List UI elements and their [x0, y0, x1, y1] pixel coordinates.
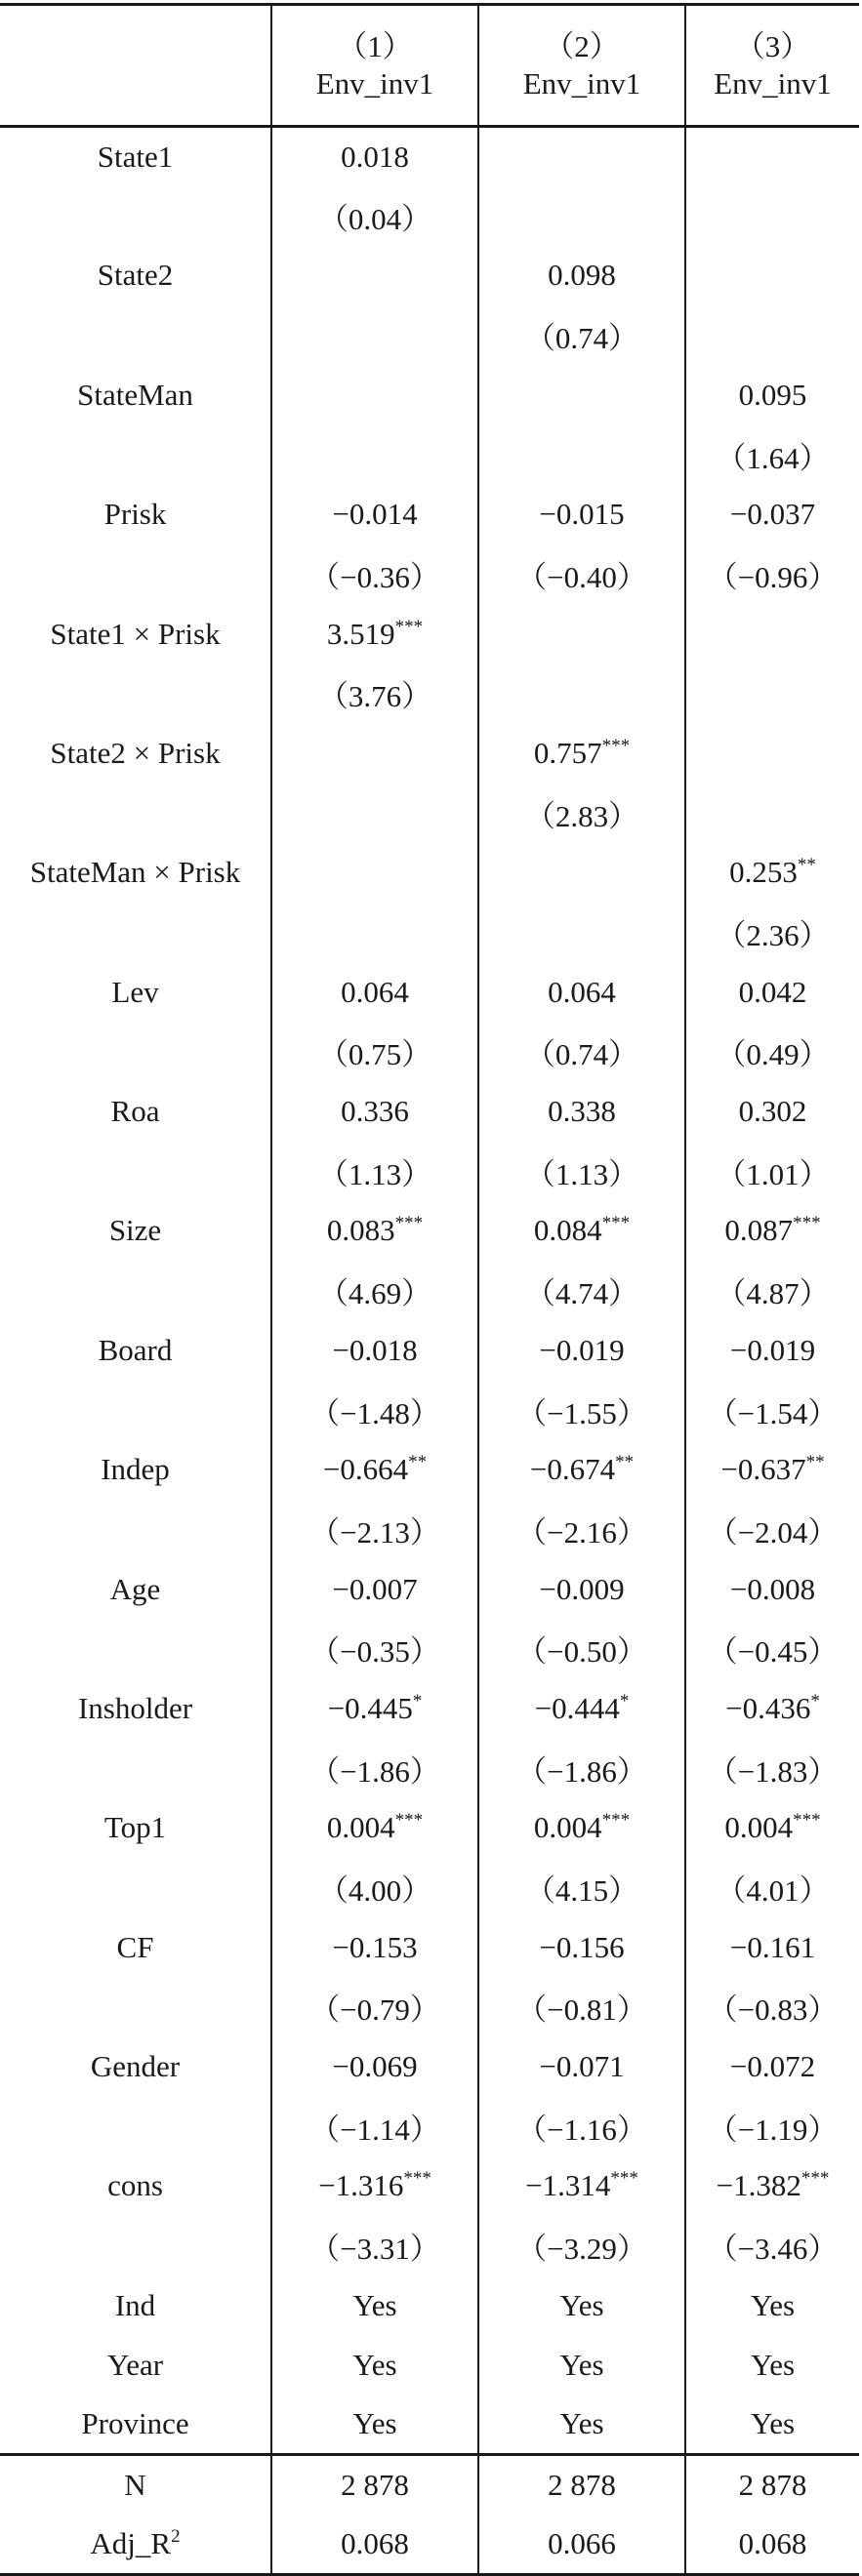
coef-cell: [271, 723, 478, 783]
row-label: State1 × Prisk: [50, 616, 221, 651]
coef-value: −0.069: [332, 2049, 418, 2084]
significance-stars: ***: [601, 1213, 631, 1234]
table-row-tstat: [0, 903, 859, 962]
coef-cell: [685, 962, 859, 1022]
coef-cell: [685, 2156, 859, 2216]
table-row-tstat: [0, 1977, 859, 2036]
coef-cell: [478, 604, 685, 664]
coef-cell: [685, 2037, 859, 2097]
table-row-tstat: [0, 2097, 859, 2156]
empty-label-cell: [0, 1500, 271, 1559]
coef-cell: [685, 127, 859, 186]
coef-value: −0.071: [539, 2049, 625, 2084]
coef-cell: [478, 1798, 685, 1858]
table-row-coef: [0, 127, 859, 186]
t-stat-cell: [478, 903, 685, 962]
coef-cell: [685, 1201, 859, 1261]
row-label: Year: [106, 2348, 164, 2383]
coef-cell: [685, 1917, 859, 1977]
table-row-coef: [0, 1440, 859, 1500]
row-label: Province: [81, 2406, 189, 2441]
coef-value: −0.664: [322, 1452, 409, 1487]
row-label: StateMan × Prisk: [29, 855, 241, 890]
t-stat-cell: （−3.29）: [478, 2216, 685, 2275]
t-stat-cell: [685, 186, 859, 246]
t-stat-cell: [271, 305, 478, 365]
significance-stars: **: [805, 1452, 825, 1473]
coef-cell: [271, 1917, 478, 1977]
t-stat-cell: （4.01）: [685, 1858, 859, 1917]
coef-cell: [271, 1201, 478, 1261]
coef-value: 0.302: [738, 1094, 807, 1129]
coef-value: −0.015: [539, 497, 625, 532]
t-stat-cell: [685, 664, 859, 723]
header-corner-cell: [0, 5, 271, 127]
header-cell-col2: [478, 5, 685, 127]
coef-cell: [478, 1201, 685, 1261]
coef-cell: [478, 843, 685, 903]
coef-cell: [271, 1320, 478, 1380]
table-row-coef: [0, 1678, 859, 1738]
t-stat-cell: （−2.04）: [685, 1500, 859, 1559]
t-stat-cell: （1.13）: [271, 1142, 478, 1201]
coef-cell: [271, 485, 478, 544]
t-stat-cell: [271, 903, 478, 962]
summary-label: Adj_R: [90, 2526, 172, 2561]
t-stat-cell: （−1.86）: [271, 1739, 478, 1798]
empty-label-cell: [0, 664, 271, 723]
row-label: StateMan: [77, 377, 193, 412]
significance-stars: ***: [800, 2168, 830, 2190]
coef-value: 0.087: [724, 1213, 794, 1248]
table-row-coef: [0, 1201, 859, 1261]
table-row-tstat: [0, 1142, 859, 1201]
coef-value: −0.019: [539, 1332, 625, 1367]
control-cell: Yes: [478, 2395, 685, 2455]
summary-cell: 2 878: [478, 2455, 685, 2516]
table-row-tstat: [0, 544, 859, 604]
coef-cell: [478, 2037, 685, 2097]
row-label: Gender: [90, 2049, 181, 2084]
row-label: Ind: [114, 2287, 156, 2322]
significance-stars: ***: [601, 735, 631, 756]
t-stat-cell: （−1.83）: [685, 1739, 859, 1798]
coef-value: −1.382: [716, 2168, 801, 2203]
t-stat-cell: （−0.81）: [478, 1977, 685, 2036]
coef-cell: [271, 1440, 478, 1500]
t-stat-cell: （0.74）: [478, 1022, 685, 1081]
control-cell: Yes: [685, 2335, 859, 2395]
t-stat-cell: [685, 784, 859, 843]
empty-label-cell: [0, 1858, 271, 1917]
significance-stars: *: [810, 1690, 820, 1711]
t-stat-cell: （0.04）: [271, 186, 478, 246]
t-stat-cell: （−2.13）: [271, 1500, 478, 1559]
empty-label-cell: [0, 1142, 271, 1201]
table-row-tstat: [0, 1619, 859, 1678]
table-row-coef: [0, 1559, 859, 1619]
coef-cell: [478, 1082, 685, 1142]
control-cell: Yes: [478, 2275, 685, 2335]
table-row-coef: [0, 365, 859, 424]
column-variable: Env_inv1: [522, 66, 641, 101]
significance-stars: **: [797, 855, 816, 876]
control-cell: Yes: [478, 2335, 685, 2395]
empty-label-cell: [0, 2216, 271, 2275]
significance-stars: ***: [610, 2168, 638, 2190]
coef-cell: [271, 2156, 478, 2216]
row-label: Top1: [103, 1810, 167, 1845]
t-stat-cell: （−0.40）: [478, 544, 685, 604]
coef-cell: [685, 1678, 859, 1738]
table-row-control: [0, 2395, 859, 2455]
t-stat-cell: （−1.86）: [478, 1739, 685, 1798]
coef-value: −0.674: [529, 1452, 616, 1487]
coef-cell: [478, 1917, 685, 1977]
table-row-coef: [0, 2037, 859, 2097]
coef-value: −0.008: [729, 1571, 816, 1606]
coef-value: −0.161: [729, 1929, 816, 1964]
t-stat-cell: （−0.79）: [271, 1977, 478, 2036]
column-number: （1）: [337, 29, 413, 63]
table-row-tstat: [0, 1022, 859, 1081]
coef-cell: [685, 843, 859, 903]
t-stat-cell: （−3.31）: [271, 2216, 478, 2275]
table-row-tstat: [0, 1261, 859, 1320]
t-stat-cell: （3.76）: [271, 664, 478, 723]
table-row-coef: [0, 962, 859, 1022]
row-label: Insholder: [77, 1690, 193, 1725]
significance-stars: ***: [793, 1810, 821, 1831]
row-label: Indep: [101, 1452, 170, 1487]
t-stat-cell: （−3.46）: [685, 2216, 859, 2275]
table-row-coef: [0, 1917, 859, 1977]
coef-cell: [685, 1320, 859, 1380]
table-row-coef: [0, 843, 859, 903]
empty-label-cell: [0, 186, 271, 246]
significance-stars: ***: [394, 616, 424, 637]
row-label: State2 × Prisk: [50, 735, 221, 770]
coef-value: −1.314: [525, 2168, 611, 2203]
t-stat-cell: （2.36）: [685, 903, 859, 962]
table-row-tstat: [0, 1858, 859, 1917]
row-label: [0, 2455, 271, 2516]
empty-label-cell: [0, 1977, 271, 2036]
t-stat-cell: [478, 664, 685, 723]
t-stat-cell: （−1.55）: [478, 1380, 685, 1439]
coef-value: 0.004: [724, 1810, 794, 1845]
significance-stars: ***: [394, 1213, 424, 1234]
column-number: （2）: [544, 29, 620, 63]
empty-label-cell: [0, 1261, 271, 1320]
table-body: [0, 127, 859, 2575]
significance-stars: *: [619, 1690, 630, 1711]
column-variable: Env_inv1: [315, 66, 434, 101]
coef-cell: [685, 1798, 859, 1858]
t-stat-cell: （4.87）: [685, 1261, 859, 1320]
coef-cell: [685, 1082, 859, 1142]
row-label: Size: [108, 1213, 162, 1248]
coef-cell: [478, 365, 685, 424]
table-row-tstat: [0, 1739, 859, 1798]
row-label: cons: [107, 2168, 163, 2203]
table-header: [0, 5, 859, 127]
summary-cell: 0.068: [271, 2515, 478, 2575]
control-cell: Yes: [271, 2335, 478, 2395]
significance-stars: ***: [403, 2168, 431, 2190]
table-row-coef: [0, 723, 859, 783]
t-stat-cell: （−0.83）: [685, 1977, 859, 2036]
t-stat-cell: （0.75）: [271, 1022, 478, 1081]
row-label: CF: [116, 1929, 154, 1964]
significance-stars: ***: [793, 1213, 821, 1234]
coef-value: 0.004: [326, 1810, 395, 1845]
t-stat-cell: （−1.48）: [271, 1380, 478, 1439]
row-label: Roa: [110, 1094, 160, 1129]
coef-value: 0.083: [326, 1213, 395, 1248]
control-cell: Yes: [271, 2395, 478, 2455]
coef-cell: [478, 1559, 685, 1619]
t-stat-cell: （−0.96）: [685, 544, 859, 604]
significance-stars: ***: [394, 1810, 424, 1831]
coef-value: 0.004: [533, 1810, 602, 1845]
coef-cell: [478, 1320, 685, 1380]
table-row-coef: [0, 1798, 859, 1858]
row-label: Prisk: [103, 497, 167, 532]
coef-value: −0.009: [539, 1571, 625, 1606]
table-row-coef: [0, 604, 859, 664]
t-stat-cell: （−0.45）: [685, 1619, 859, 1678]
t-stat-cell: （0.74）: [478, 305, 685, 365]
coef-value: −0.019: [729, 1332, 816, 1367]
coef-cell: [478, 723, 685, 783]
t-stat-cell: [685, 305, 859, 365]
table-row-control: [0, 2335, 859, 2395]
coef-value: −0.072: [729, 2049, 816, 2084]
coef-cell: [271, 2037, 478, 2097]
regression-table: [0, 3, 859, 2576]
significance-stars: **: [615, 1452, 635, 1473]
control-cell: Yes: [685, 2275, 859, 2335]
coef-cell: [478, 2156, 685, 2216]
table-row-tstat: [0, 2216, 859, 2275]
coef-cell: [271, 1678, 478, 1738]
coef-cell: [478, 485, 685, 544]
t-stat-cell: （−1.54）: [685, 1380, 859, 1439]
coef-cell: [478, 246, 685, 305]
row-label: State1: [97, 139, 174, 174]
t-stat-cell: （4.00）: [271, 1858, 478, 1917]
coef-cell: [271, 1082, 478, 1142]
empty-label-cell: [0, 1022, 271, 1081]
table-row-tstat: [0, 664, 859, 723]
empty-label-cell: [0, 544, 271, 604]
t-stat-cell: （−1.19）: [685, 2097, 859, 2156]
row-label: Board: [98, 1332, 173, 1367]
coef-value: −0.637: [720, 1452, 806, 1487]
coef-cell: [271, 843, 478, 903]
coef-value: −0.037: [729, 497, 816, 532]
table-row-coef: [0, 485, 859, 544]
significance-stars: **: [408, 1452, 428, 1473]
coef-cell: [271, 246, 478, 305]
table-row-tstat: [0, 186, 859, 246]
coef-value: 0.757: [533, 735, 602, 770]
t-stat-cell: （−0.35）: [271, 1619, 478, 1678]
coef-cell: [271, 604, 478, 664]
t-stat-cell: （−1.14）: [271, 2097, 478, 2156]
column-variable: Env_inv1: [714, 66, 832, 101]
table-row-coef: [0, 2156, 859, 2216]
empty-label-cell: [0, 1619, 271, 1678]
significance-stars: ***: [601, 1810, 631, 1831]
summary-cell: 0.066: [478, 2515, 685, 2575]
table-row-summary: [0, 2515, 859, 2575]
summary-label: N: [124, 2468, 146, 2503]
t-stat-cell: （4.74）: [478, 1261, 685, 1320]
coef-value: −0.153: [332, 1929, 418, 1964]
coef-value: 0.338: [548, 1094, 616, 1129]
coef-value: −0.444: [534, 1690, 620, 1725]
empty-label-cell: [0, 424, 271, 484]
row-label: State2: [97, 258, 174, 293]
table-row-tstat: [0, 1380, 859, 1439]
table-row-tstat: [0, 305, 859, 365]
summary-cell: 2 878: [271, 2455, 478, 2516]
coef-cell: [685, 604, 859, 664]
empty-label-cell: [0, 305, 271, 365]
coef-cell: [478, 962, 685, 1022]
header-row: [0, 5, 859, 127]
coef-cell: [478, 127, 685, 186]
empty-label-cell: [0, 1739, 271, 1798]
coef-cell: [685, 485, 859, 544]
summary-cell: 0.068: [685, 2515, 859, 2575]
coef-value: −0.007: [332, 1571, 418, 1606]
control-cell: Yes: [271, 2275, 478, 2335]
empty-label-cell: [0, 1380, 271, 1439]
empty-label-cell: [0, 903, 271, 962]
t-stat-cell: （4.15）: [478, 1858, 685, 1917]
coef-cell: [478, 1678, 685, 1738]
table-row-control: [0, 2275, 859, 2335]
row-label: Age: [109, 1571, 161, 1606]
coef-value: 0.098: [548, 258, 616, 293]
t-stat-cell: [478, 186, 685, 246]
coef-value: −0.014: [332, 497, 418, 532]
coef-cell: [271, 1559, 478, 1619]
coef-cell: [478, 1440, 685, 1500]
t-stat-cell: （−1.16）: [478, 2097, 685, 2156]
coef-cell: [685, 246, 859, 305]
t-stat-cell: （2.83）: [478, 784, 685, 843]
coef-value: 0.064: [548, 974, 616, 1009]
coef-cell: [685, 1559, 859, 1619]
control-cell: Yes: [685, 2395, 859, 2455]
coef-cell: [685, 365, 859, 424]
table-row-coef: [0, 1320, 859, 1380]
table-row-coef: [0, 246, 859, 305]
summary-label-superscript: 2: [171, 2526, 181, 2548]
t-stat-cell: （1.64）: [685, 424, 859, 484]
coef-value: 0.064: [341, 974, 409, 1009]
empty-label-cell: [0, 784, 271, 843]
coef-cell: [685, 1440, 859, 1500]
t-stat-cell: （−0.50）: [478, 1619, 685, 1678]
table-row-tstat: [0, 1500, 859, 1559]
t-stat-cell: （0.49）: [685, 1022, 859, 1081]
t-stat-cell: （4.69）: [271, 1261, 478, 1320]
table-row-summary: [0, 2455, 859, 2516]
row-label: Lev: [111, 974, 159, 1009]
t-stat-cell: [271, 424, 478, 484]
coef-value: −0.018: [332, 1332, 418, 1367]
coef-value: −0.436: [725, 1690, 811, 1725]
coef-value: 0.018: [341, 139, 409, 174]
coef-cell: [271, 962, 478, 1022]
column-number: （3）: [734, 29, 811, 63]
coef-value: 0.042: [738, 974, 807, 1009]
t-stat-cell: [478, 424, 685, 484]
significance-stars: *: [412, 1690, 423, 1711]
header-cell-col1: [271, 5, 478, 127]
t-stat-cell: （1.01）: [685, 1142, 859, 1201]
coef-value: 0.084: [533, 1213, 602, 1248]
empty-label-cell: [0, 2097, 271, 2156]
t-stat-cell: （1.13）: [478, 1142, 685, 1201]
row-label: [0, 2515, 271, 2575]
coef-cell: [271, 365, 478, 424]
summary-cell: 2 878: [685, 2455, 859, 2516]
coef-value: 0.253: [729, 855, 798, 890]
t-stat-cell: （−0.36）: [271, 544, 478, 604]
coef-value: 0.095: [738, 377, 807, 412]
coef-value: −0.445: [327, 1690, 413, 1725]
coef-value: 0.336: [341, 1094, 409, 1129]
table-row-tstat: [0, 784, 859, 843]
coef-value: 3.519: [326, 616, 395, 651]
coef-cell: [685, 723, 859, 783]
coef-value: −0.156: [539, 1929, 625, 1964]
t-stat-cell: （−2.16）: [478, 1500, 685, 1559]
table-row-coef: [0, 1082, 859, 1142]
header-cell-col3: [685, 5, 859, 127]
table-row-tstat: [0, 424, 859, 484]
coef-cell: [271, 127, 478, 186]
coef-cell: [271, 1798, 478, 1858]
coef-value: −1.316: [318, 2168, 404, 2203]
t-stat-cell: [271, 784, 478, 843]
